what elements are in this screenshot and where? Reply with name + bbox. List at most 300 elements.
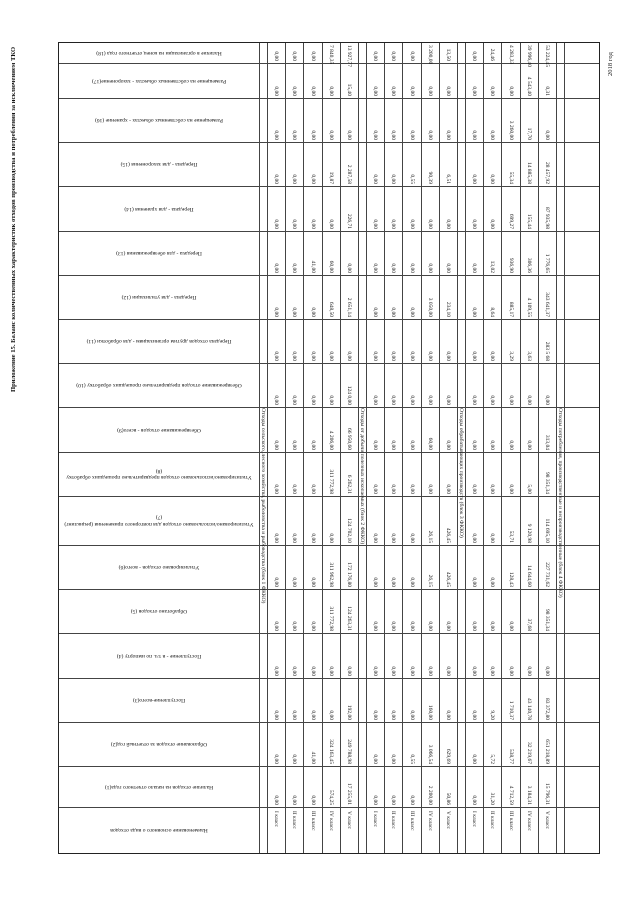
row-divider — [520, 43, 521, 853]
table-cell: 227 731,62 — [543, 562, 550, 587]
table-cell: 26,15 — [426, 574, 433, 587]
table-cell: 98 351,34 — [543, 609, 550, 631]
table-cell: 0,00 — [390, 51, 397, 61]
table-cell: 0,00 — [489, 130, 496, 140]
table-cell: 0,00 — [444, 263, 451, 273]
table-cell: 0,00 — [273, 130, 280, 140]
table-cell: 3 200,00 — [426, 45, 433, 65]
table-cell: 3,63 — [525, 351, 532, 361]
table-cell: 24,46 — [489, 48, 496, 61]
table-cell: 39 996,40 — [525, 45, 532, 67]
table-cell: 9 120,98 — [525, 523, 532, 543]
column-header: Поступление - в т.ч. по импорту (4) — [116, 652, 202, 659]
table-cell: 90,39 — [426, 171, 433, 184]
table-cell: 0,00 — [327, 219, 334, 229]
table-cell: 0,00 — [471, 263, 478, 273]
class-label: V класс — [345, 811, 352, 829]
table-cell: 0,00 — [543, 395, 550, 405]
table-cell: 9,20 — [489, 710, 496, 720]
column-header: Обработано отходов (5) — [130, 608, 188, 615]
table-cell: 0,00 — [408, 130, 415, 140]
table-cell: 8,64 — [489, 307, 496, 317]
class-label: I класс — [273, 811, 280, 827]
row-divider — [483, 43, 484, 853]
table-cell: 0,00 — [390, 484, 397, 494]
table-cell: 4 283,33 — [507, 45, 514, 65]
table-cell: 0,00 — [291, 795, 298, 805]
table-cell: 0,00 — [309, 577, 316, 587]
balance-table — [58, 42, 600, 854]
table-cell: 0,00 — [408, 710, 415, 720]
table-cell: 0,00 — [444, 130, 451, 140]
table-cell: 0,00 — [408, 86, 415, 96]
table-cell: 0,00 — [489, 86, 496, 96]
table-cell: 0,00 — [345, 351, 352, 361]
table-cell: 0,00 — [444, 86, 451, 96]
table-cell: 313,04 — [543, 434, 550, 450]
table-cell: 343 641,37 — [543, 292, 550, 317]
table-cell: 60,00 — [426, 437, 433, 450]
table-cell: 17,70 — [525, 127, 532, 140]
table-cell: 0,00 — [444, 621, 451, 631]
table-cell: 0,00 — [489, 577, 496, 587]
table-cell: 0,00 — [471, 351, 478, 361]
class-label: III класс — [408, 811, 415, 831]
table-cell: 648,50 — [327, 301, 334, 317]
table-cell: 426,45 — [444, 527, 451, 543]
table-cell: 0,00 — [426, 395, 433, 405]
table-cell: 0,00 — [291, 263, 298, 273]
table-cell: 0,00 — [372, 533, 379, 543]
table-cell: 0,00 — [426, 621, 433, 631]
class-label: II класс — [291, 811, 298, 829]
table-cell: 0,00 — [273, 666, 280, 676]
page-title: Приложение 15. Баланс количественных характеристик отходов производства и потребления за исключением ТКО — [10, 46, 17, 392]
row-divider — [340, 43, 341, 853]
table-cell: 0,00 — [471, 577, 478, 587]
table-cell: 0,31 — [543, 86, 550, 96]
table-cell: 0,00 — [471, 710, 478, 720]
table-cell: 0,00 — [426, 263, 433, 273]
table-cell: 0,00 — [390, 219, 397, 229]
table-cell: 0,00 — [291, 86, 298, 96]
column-header: Передача - для захоронения (15) — [120, 161, 198, 168]
row-divider — [366, 43, 367, 853]
table-cell: 0,00 — [390, 174, 397, 184]
table-cell: 0,00 — [444, 666, 451, 676]
table-cell: 0,00 — [489, 395, 496, 405]
column-header: Обезвреживание отходов - всего(9) — [117, 426, 201, 433]
table-cell: 0,00 — [489, 174, 496, 184]
table-cell: 0,00 — [489, 351, 496, 361]
table-cell: 124 702,10 — [345, 518, 352, 543]
table-cell: 0,00 — [309, 795, 316, 805]
table-cell: 0,00 — [408, 263, 415, 273]
table-cell: 0,00 — [372, 666, 379, 676]
table-cell: 114 695,10 — [543, 518, 550, 543]
table-cell: 0,00 — [309, 710, 316, 720]
row-divider — [538, 43, 539, 853]
table-cell: 1 776,65 — [543, 253, 550, 273]
table-cell: 0,00 — [426, 666, 433, 676]
column-header: Утилизировано/использовано отходов для повторного применения (рециклинг) (7) — [64, 514, 254, 527]
table-cell: 0,00 — [408, 219, 415, 229]
table-cell: 172 176,80 — [345, 562, 352, 587]
table-cell: 4 543,40 — [525, 76, 532, 96]
table-cell: 0,00 — [372, 484, 379, 494]
table-cell: 0,00 — [408, 577, 415, 587]
section-title: Отходы от добычи полезных ископаемых (блок 2 ФККО) — [359, 407, 365, 544]
table-cell: 15 796,31 — [543, 783, 550, 805]
table-cell: 0,00 — [291, 621, 298, 631]
table-cell: 98 351,34 — [543, 472, 550, 494]
table-cell: 0,00 — [273, 710, 280, 720]
table-cell: 0,00 — [327, 666, 334, 676]
table-cell: 0,00 — [372, 86, 379, 96]
column-header: Образование отходов за отчетный год(2) — [110, 741, 208, 748]
table-cell: 0,00 — [372, 795, 379, 805]
table-cell: 0,00 — [408, 666, 415, 676]
table-cell: 3 260,00 — [507, 120, 514, 140]
table-cell: 13,50 — [444, 48, 451, 61]
table-cell: 13,02 — [489, 260, 496, 273]
class-label: II класс — [489, 811, 496, 829]
table-cell: 0,00 — [408, 484, 415, 494]
table-cell: 0,00 — [273, 621, 280, 631]
table-cell: 155,44 — [525, 213, 532, 229]
table-cell: 0,00 — [390, 533, 397, 543]
table-cell: 0,00 — [471, 440, 478, 450]
table-cell: 160,00 — [426, 704, 433, 720]
column-header: Наличие отходов на начало отчетного года(1) — [104, 783, 214, 790]
table-cell: 0,00 — [273, 484, 280, 494]
table-cell: 0,00 — [390, 86, 397, 96]
table-cell: 0,00 — [471, 754, 478, 764]
table-cell: 4 109,55 — [525, 297, 532, 317]
table-cell: 0,00 — [273, 219, 280, 229]
table-cell: 0,00 — [309, 130, 316, 140]
footer-section-title: Отходы потребления, производственные и непроизводственные (блок 4 ФККО) — [557, 407, 563, 598]
table-cell: 15,40 — [345, 83, 352, 96]
column-header: Размещение на собственных объектах - захоронение(17) — [91, 77, 227, 84]
row-divider — [564, 43, 565, 853]
table-cell: 0,00 — [372, 710, 379, 720]
table-cell: 43 140,78 — [525, 698, 532, 720]
table-cell: 128,43 — [507, 571, 514, 587]
class-label: IV класс — [525, 811, 532, 831]
row-divider — [465, 43, 466, 853]
table-cell: 0,00 — [372, 440, 379, 450]
table-cell: 0,00 — [273, 351, 280, 361]
table-cell: 0,00 — [309, 533, 316, 543]
column-header: Передача отходов другим организациям - для обработки (11) — [86, 338, 232, 345]
table-cell: 0,00 — [390, 263, 397, 273]
column-header: Обезвреживание отходов предварительно прошедших обработку (10) — [76, 382, 242, 389]
table-cell: 0,00 — [426, 484, 433, 494]
table-cell: 0,00 — [291, 484, 298, 494]
table-cell: 651 218,89 — [543, 739, 550, 764]
report-year: 2018 год — [607, 52, 614, 76]
table-cell: 0,00 — [489, 484, 496, 494]
table-cell: 0,00 — [390, 440, 397, 450]
table-cell: 0,00 — [471, 533, 478, 543]
table-cell: 50,86 — [444, 792, 451, 805]
class-label: III класс — [309, 811, 316, 831]
class-label: IV класс — [327, 811, 334, 831]
table-cell: 324 163,45 — [327, 739, 334, 764]
table-cell: 5,00 — [525, 484, 532, 494]
table-cell: 936,90 — [507, 257, 514, 273]
table-cell: 0,00 — [444, 219, 451, 229]
table-cell: 55,34 — [507, 171, 514, 184]
table-cell: 311 772,98 — [327, 606, 334, 631]
table-cell: 226,71 — [345, 213, 352, 229]
table-cell: 0,00 — [309, 621, 316, 631]
table-cell: 0,00 — [345, 666, 352, 676]
table-cell: 0,00 — [345, 130, 352, 140]
table-cell: 0,00 — [309, 51, 316, 61]
table-cell: 0,00 — [408, 440, 415, 450]
table-cell: 0,00 — [291, 710, 298, 720]
table-cell: 0,00 — [273, 795, 280, 805]
table-cell: 28 457,92 — [543, 162, 550, 184]
table-cell: 0,00 — [345, 263, 352, 273]
column-header: Утилизировано/использовано отходов предварительно прошедших обработку (8) — [66, 468, 252, 481]
table-cell: 4 712,59 — [507, 785, 514, 805]
table-cell: 0,00 — [525, 395, 532, 405]
table-cell: 0,00 — [309, 219, 316, 229]
row-divider — [501, 43, 502, 853]
row-divider — [285, 43, 286, 853]
table-cell: 0,00 — [489, 440, 496, 450]
table-cell: 426,45 — [444, 571, 451, 587]
table-cell: 6,51 — [444, 174, 451, 184]
table-cell: 0,00 — [273, 440, 280, 450]
table-cell: 0,00 — [291, 754, 298, 764]
table-cell: 0,00 — [327, 130, 334, 140]
table-cell: 0,00 — [390, 577, 397, 587]
column-header: Передача - для хранения (14) — [124, 205, 194, 212]
table-cell: 0,00 — [291, 174, 298, 184]
table-cell: 13 927,77 — [345, 45, 352, 67]
table-cell: 699,27 — [507, 213, 514, 229]
table-cell: 0,00 — [408, 621, 415, 631]
table-cell: 0,00 — [390, 621, 397, 631]
table-cell: 0,00 — [444, 484, 451, 494]
table-cell: 0,00 — [408, 395, 415, 405]
table-cell: 124 0,00 — [345, 385, 352, 405]
table-cell: 0,00 — [444, 351, 451, 361]
table-cell: 5,72 — [489, 754, 496, 764]
table-cell: 124 263,31 — [345, 606, 352, 631]
table-cell: 0,00 — [372, 130, 379, 140]
table-cell: 0,00 — [426, 130, 433, 140]
table-cell: 0,00 — [309, 666, 316, 676]
table-cell: 19,87 — [327, 171, 334, 184]
table-cell: 0,00 — [291, 130, 298, 140]
table-cell: 3 066,54 — [426, 744, 433, 764]
table-cell: 0,00 — [390, 395, 397, 405]
table-cell: 0,00 — [444, 440, 451, 450]
column-header: Утилизировано отходов - всего(6) — [118, 564, 200, 571]
table-cell: 0,00 — [426, 351, 433, 361]
table-cell: 0,00 — [543, 130, 550, 140]
table-cell: 0,00 — [390, 710, 397, 720]
table-cell: 37,68 — [525, 618, 532, 631]
table-cell: 0,00 — [309, 307, 316, 317]
table-cell: 0,00 — [408, 795, 415, 805]
table-cell: 14 885,38 — [525, 162, 532, 184]
table-cell: 0,00 — [291, 307, 298, 317]
table-cell: 53,71 — [507, 530, 514, 543]
table-cell: 0,00 — [444, 395, 451, 405]
table-cell: 885,17 — [507, 301, 514, 317]
section-title: Отходы сельского, лесного хозяйства, рыболовства и рыбоводства (блок 1 ФККО) — [260, 407, 266, 603]
table-cell: 0,00 — [408, 307, 415, 317]
table-cell: 53 224,45 — [543, 45, 550, 67]
table-cell: 0,00 — [471, 484, 478, 494]
table-cell: 0,00 — [327, 351, 334, 361]
table-cell: 234,10 — [444, 301, 451, 317]
table-cell: 629,69 — [444, 748, 451, 764]
table-cell: 0,00 — [327, 86, 334, 96]
table-cell: 2 200,00 — [426, 785, 433, 805]
table-cell: 311 962,98 — [327, 562, 334, 587]
class-label: I класс — [372, 811, 379, 827]
table-cell: 0,00 — [390, 795, 397, 805]
table-cell: 0,00 — [525, 440, 532, 450]
table-cell: 0,00 — [426, 219, 433, 229]
table-cell: 0,00 — [489, 621, 496, 631]
class-label: I класс — [471, 811, 478, 827]
table-cell: 283 5 68 — [543, 341, 550, 361]
class-label: II класс — [390, 811, 397, 829]
column-header: Размещение на собственных объектах - хранение (16) — [94, 117, 224, 124]
table-cell: 0,00 — [309, 440, 316, 450]
table-cell: 26,15 — [426, 530, 433, 543]
table-cell: 0,00 — [471, 666, 478, 676]
table-cell: 0,00 — [327, 533, 334, 543]
table-cell: 17 255,01 — [345, 783, 352, 805]
table-cell: 0,00 — [444, 710, 451, 720]
class-label: IV класс — [426, 811, 433, 831]
row-divider — [421, 43, 422, 853]
table-cell: 0,00 — [273, 577, 280, 587]
table-cell: 0,00 — [372, 621, 379, 631]
table-cell: 0,00 — [291, 351, 298, 361]
table-cell: 0,00 — [408, 351, 415, 361]
class-label: III класс — [507, 811, 514, 831]
table-cell: 0,00 — [372, 395, 379, 405]
table-cell: 0,00 — [390, 307, 397, 317]
table-cell: 0,00 — [291, 51, 298, 61]
table-cell: 7 840,35 — [327, 45, 334, 65]
table-cell: 31,20 — [489, 792, 496, 805]
table-cell: 2 287,58 — [345, 164, 352, 184]
table-cell: 0,00 — [471, 174, 478, 184]
table-cell: 0,00 — [471, 795, 478, 805]
table-cell: 0,00 — [273, 307, 280, 317]
table-cell: 0,00 — [471, 86, 478, 96]
table-cell: 3,29 — [507, 351, 514, 361]
table-cell: 60,00 — [327, 260, 334, 273]
table-cell: 0,00 — [426, 86, 433, 96]
table-cell: 0,00 — [327, 395, 334, 405]
table-cell: 0,00 — [507, 484, 514, 494]
table-cell: 0,00 — [390, 130, 397, 140]
class-label: V класс — [543, 811, 550, 829]
table-cell: 192,00 — [345, 704, 352, 720]
table-cell: 0,00 — [471, 219, 478, 229]
table-cell: 0,00 — [291, 533, 298, 543]
table-cell: 0,00 — [372, 263, 379, 273]
column-header: Передача - для утилизации (12) — [121, 294, 197, 301]
table-cell: 6 262,31 — [345, 474, 352, 494]
table-cell: 87 935,98 — [543, 207, 550, 229]
table-cell: 0,00 — [309, 174, 316, 184]
table-cell: 0,00 — [408, 533, 415, 543]
table-cell: 83 372,80 — [543, 698, 550, 720]
table-cell: 0,00 — [372, 577, 379, 587]
table-cell: 0,00 — [471, 51, 478, 61]
table-cell: 0,00 — [525, 666, 532, 676]
table-cell: 0,00 — [291, 666, 298, 676]
table-cell: 0,00 — [273, 533, 280, 543]
table-cell: 0,00 — [543, 666, 550, 676]
table-cell: 0,00 — [372, 307, 379, 317]
table-cell: 0,00 — [390, 351, 397, 361]
table-cell: 249 788,98 — [345, 739, 352, 764]
table-cell: 0,55 — [408, 754, 415, 764]
table-cell: 0,00 — [273, 395, 280, 405]
column-header: Поступление-всего(3) — [132, 697, 186, 704]
row-divider — [267, 43, 268, 853]
row-divider — [384, 43, 385, 853]
table-cell: 0,00 — [489, 219, 496, 229]
table-cell: 0,00 — [309, 86, 316, 96]
table-cell: 66 950,60 — [345, 428, 352, 450]
table-cell: 0,00 — [507, 666, 514, 676]
table-cell: 0,00 — [471, 395, 478, 405]
table-cell: 0,00 — [273, 174, 280, 184]
class-label: V класс — [444, 811, 451, 829]
table-cell: 0,00 — [390, 666, 397, 676]
table-cell: 0,00 — [471, 307, 478, 317]
table-cell: 0,00 — [507, 440, 514, 450]
table-cell: 0,00 — [507, 621, 514, 631]
table-cell: 41,00 — [309, 260, 316, 273]
table-cell: 0,00 — [273, 51, 280, 61]
table-cell: 0,00 — [408, 51, 415, 61]
table-cell: 0,00 — [291, 440, 298, 450]
table-cell: 538,77 — [507, 748, 514, 764]
table-cell: 0,00 — [390, 754, 397, 764]
row-divider — [322, 43, 323, 853]
table-cell: 32 219,67 — [525, 742, 532, 764]
table-cell: 2 651,14 — [345, 297, 352, 317]
table-cell: 0,00 — [372, 754, 379, 764]
column-header: Передача - для обезвреживания (13) — [116, 250, 202, 257]
section-title: Отходы обрабатывающих производств (блок 3 ФККО) — [458, 407, 464, 538]
row-divider — [303, 43, 304, 853]
table-cell: 0,00 — [372, 351, 379, 361]
table-cell: 0,00 — [309, 484, 316, 494]
table-cell: 574,25 — [327, 789, 334, 805]
table-cell: 0,00 — [471, 621, 478, 631]
table-cell: 0,00 — [507, 395, 514, 405]
table-cell: 0,00 — [489, 666, 496, 676]
table-cell: 0,00 — [273, 86, 280, 96]
